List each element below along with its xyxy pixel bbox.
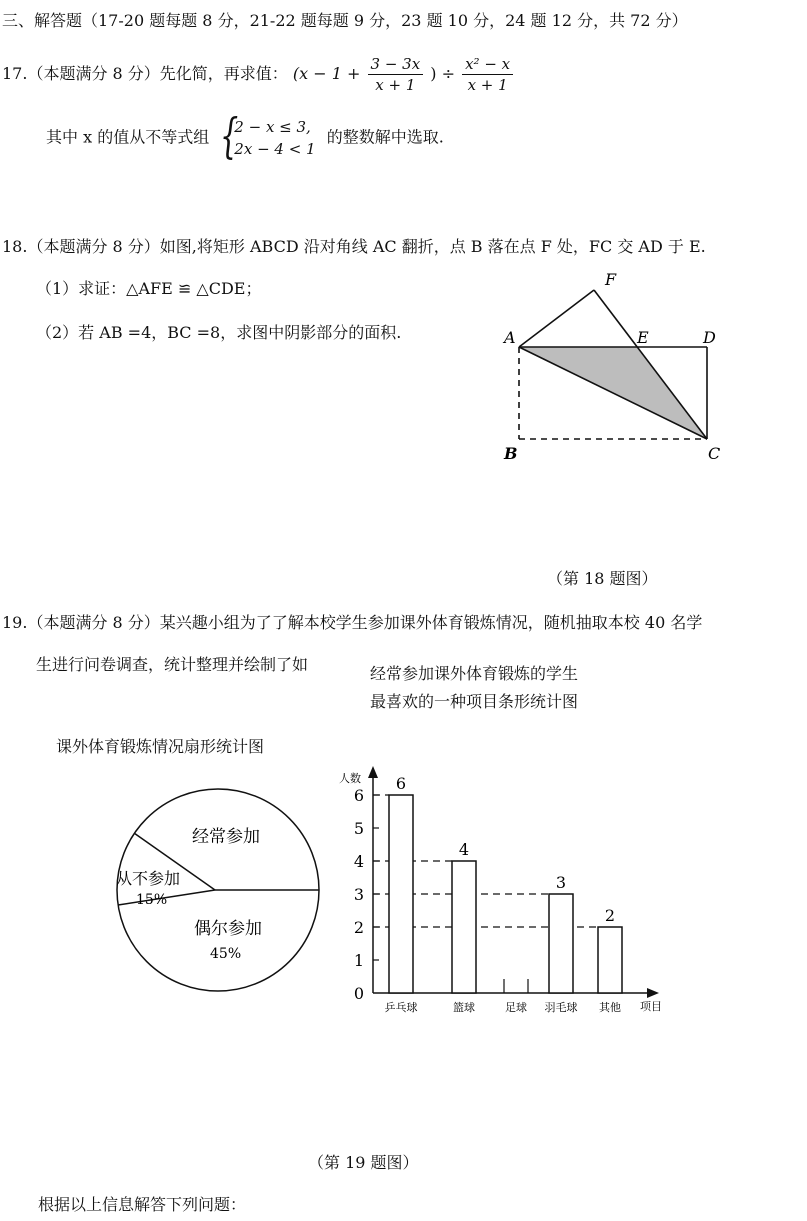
bars [389, 774, 622, 993]
slice-value-never: 15% [136, 892, 168, 908]
q17-frac2-num: x² − x [462, 54, 513, 75]
pie-chart-title: 课外体育锻炼情况扇形统计图 [56, 737, 265, 756]
inequality-1: 2 − x ≤ 3, [234, 118, 311, 136]
y-tick-label: 2 [353, 918, 365, 937]
slice-label-never: 从不参加 [116, 869, 181, 888]
inequality-system [220, 108, 316, 164]
category-label: 乒乓球 [384, 1001, 418, 1014]
bar-chart-title-line2: 最喜欢的一种项目条形统计图 [370, 692, 579, 711]
y-tick-label: 0 [353, 984, 365, 1003]
q17-expr-open: (x − 1 + [292, 64, 361, 83]
point-c-label: C [708, 444, 721, 463]
q19-stem-line2: 生进行问卷调查，统计整理并绘制了如 [36, 655, 309, 674]
y-tick-label: 3 [353, 885, 365, 904]
q17-condition [46, 108, 444, 164]
bar-value-label: 2 [604, 906, 616, 925]
pie-chart [108, 778, 328, 1002]
bar-chart-title-line1: 经常参加课外体育锻炼的学生 [370, 664, 579, 683]
point-f-label: F [605, 270, 617, 289]
point-b-label: B [504, 444, 518, 463]
q17-expr-mid: ) ÷ [430, 64, 455, 83]
bar [452, 861, 476, 993]
x-axis-label: 项目 [640, 1000, 662, 1013]
q17-frac1-den: x + 1 [375, 76, 416, 94]
segment-af [519, 290, 594, 347]
bar [598, 927, 622, 993]
category-label: 其他 [599, 1001, 621, 1014]
q17-prefix: 17.（本题满分 8 分）先化简，再求值： [2, 64, 288, 83]
slice-value-sometimes: 45% [210, 946, 242, 962]
section-heading: 三、解答题（17-20 题每题 8 分，21-22 题每题 9 分，23 题 10 分，24 题 12 分，共 72 分） [2, 11, 688, 30]
q17-fraction-1 [368, 54, 424, 95]
inequality-2: 2x − 4 < 1 [234, 140, 316, 158]
q17-frac2-den: x + 1 [467, 76, 508, 94]
point-e-label: E [637, 328, 649, 347]
y-axis-arrow-icon [368, 766, 378, 778]
slice-label-often: 经常参加 [192, 827, 260, 847]
point-d-label: D [703, 328, 716, 347]
q17-frac1-num: 3 − 3x [368, 54, 424, 75]
x-axis-arrow-icon [647, 988, 659, 998]
category-label: 篮球 [453, 1001, 475, 1014]
category-labels [385, 1000, 622, 1014]
category-label: 足球 [505, 1001, 527, 1014]
point-a-label: A [504, 328, 516, 347]
y-tick-label: 1 [353, 951, 365, 970]
q17-cond-after: 的整数解中选取. [326, 127, 444, 147]
bar [549, 894, 573, 993]
question-17 [2, 54, 515, 95]
bar-chart [335, 764, 675, 1016]
q18-part1: （1）求证：△AFE ≌ △CDE； [36, 279, 262, 298]
q18-figure [495, 265, 735, 470]
q18-part2: （2）若 AB =4，BC =8，求图中阴影部分的面积. [36, 323, 402, 342]
bar-value-label: 4 [458, 840, 470, 859]
q18-stem: 18.（本题满分 8 分）如图,将矩形 ABCD 沿对角线 AC 翻折，点 B 落在点 F 处，FC 交 AD 于 E. [2, 237, 706, 256]
bar-value-label: 6 [395, 774, 407, 793]
q18-caption: （第 18 题图） [547, 569, 658, 588]
slice-label-sometimes: 偶尔参加 [194, 919, 262, 939]
bar [389, 795, 413, 993]
q19-footer: 根据以上信息解答下列问题： [38, 1195, 247, 1214]
q17-cond-before: 其中 x 的值从不等式组 [46, 127, 210, 147]
y-tick-label: 6 [353, 786, 365, 805]
bar-value-label: 3 [555, 873, 567, 892]
y-axis-label: 人数 [339, 772, 361, 785]
q19-caption: （第 19 题图） [308, 1153, 419, 1172]
q19-stem-line1: 19.（本题满分 8 分）某兴趣小组为了了解本校学生参加课外体育锻炼情况，随机抽取本校 40 名学 [2, 613, 703, 632]
category-label: 羽毛球 [544, 1001, 578, 1014]
q17-fraction-2 [462, 54, 513, 95]
y-tick-label: 4 [353, 852, 365, 871]
brace-icon: { [220, 108, 239, 164]
y-tick-label: 5 [353, 819, 365, 838]
